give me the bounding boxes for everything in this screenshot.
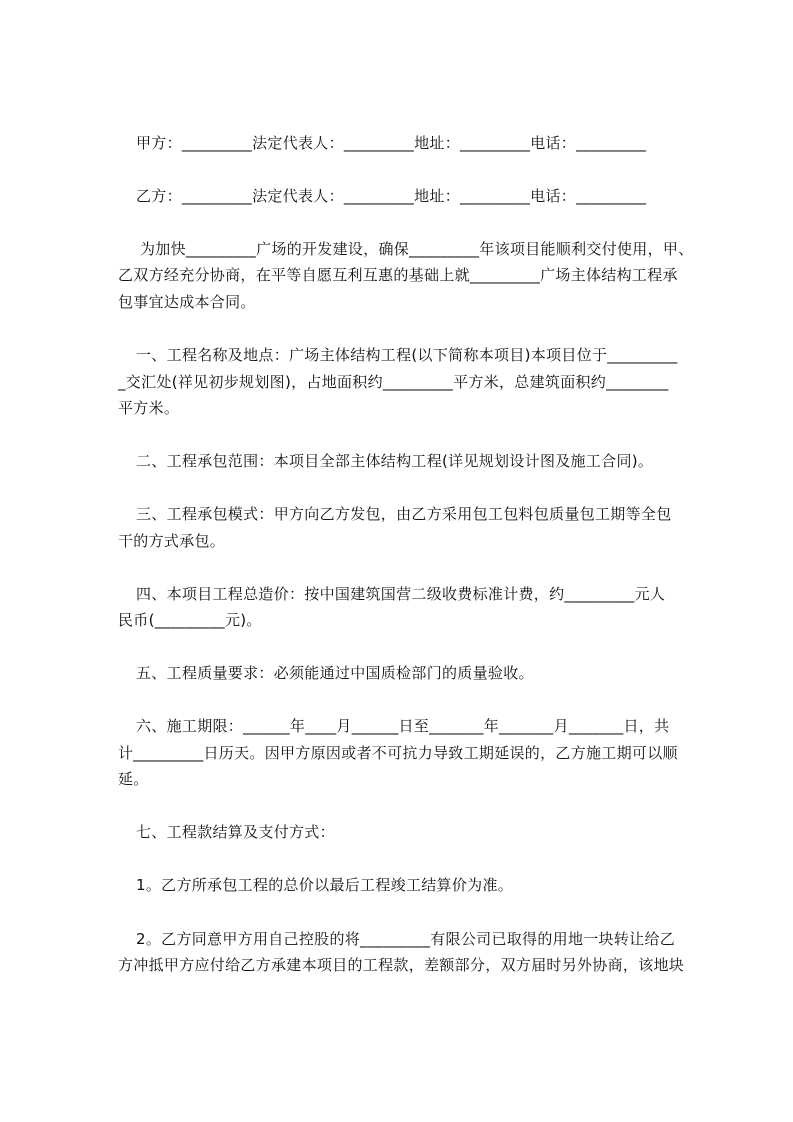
section5-line-1: 五、工程质量要求：必须能通过中国质检部门的质量验收。	[136, 664, 534, 682]
section2-line-1: 二、工程承包范围：本项目全部主体结构工程(详见规划设计图及施工合同)。	[136, 452, 654, 470]
section4-line-1: 四、本项目工程总造价：按中国建筑国营二级收费标准计费，约_________元人	[136, 585, 666, 603]
section3-line-2: 干的方式承包。	[118, 532, 226, 550]
section7-item2-line-2: 方冲抵甲方应付给乙方承建本项目的工程款，差额部分，双方届时另外协商，该地块	[118, 956, 685, 974]
section7-item1: 1。乙方所承包工程的总价以最后工程竣工结算价为准。	[136, 876, 514, 894]
section1-line-2: _交汇处(祥见初步规划图)，占地面积约_________平方米，总建筑面积约________	[118, 373, 669, 391]
party-a-line: 甲方：_________法定代表人：_________地址：_________电话：_________	[136, 134, 647, 152]
party-b-line: 乙方：_________法定代表人：_________地址：_________电话：_________	[136, 187, 647, 205]
section1-line-3: 平方米。	[118, 399, 180, 417]
section6-line-3: 延。	[118, 770, 149, 788]
section6-line-2: 计_________日历天。因甲方原因或者不可抗力导致工期延误的，乙方施工期可以顺	[118, 744, 678, 762]
preamble-line-1: 为加快_________广场的开发建设，确保_________年该项目能顺利交付使用，甲、	[140, 240, 694, 258]
section1-line-1: 一、工程名称及地点：广场主体结构工程(以下简称本项目)本项目位于_________	[136, 346, 678, 364]
section7-item2-line-1: 2。乙方同意甲方用自己控股的将_________有限公司已取得的用地一块转让给乙	[136, 930, 676, 948]
section6-line-1: 六、施工期限：______年____月______日至_______年_______月_______日，共	[136, 717, 670, 735]
preamble-line-2: 乙双方经充分协商，在平等自愿互利互惠的基础上就_________广场主体结构工程承	[118, 266, 678, 284]
section3-line-1: 三、工程承包模式：甲方向乙方发包，由乙方采用包工包料包质量包工期等全包	[136, 505, 672, 523]
preamble-line-3: 包事宜达成本合同。	[118, 293, 256, 311]
section4-line-2: 民币(_________元)。	[118, 611, 262, 629]
section7-heading: 七、工程款结算及支付方式：	[136, 823, 335, 841]
